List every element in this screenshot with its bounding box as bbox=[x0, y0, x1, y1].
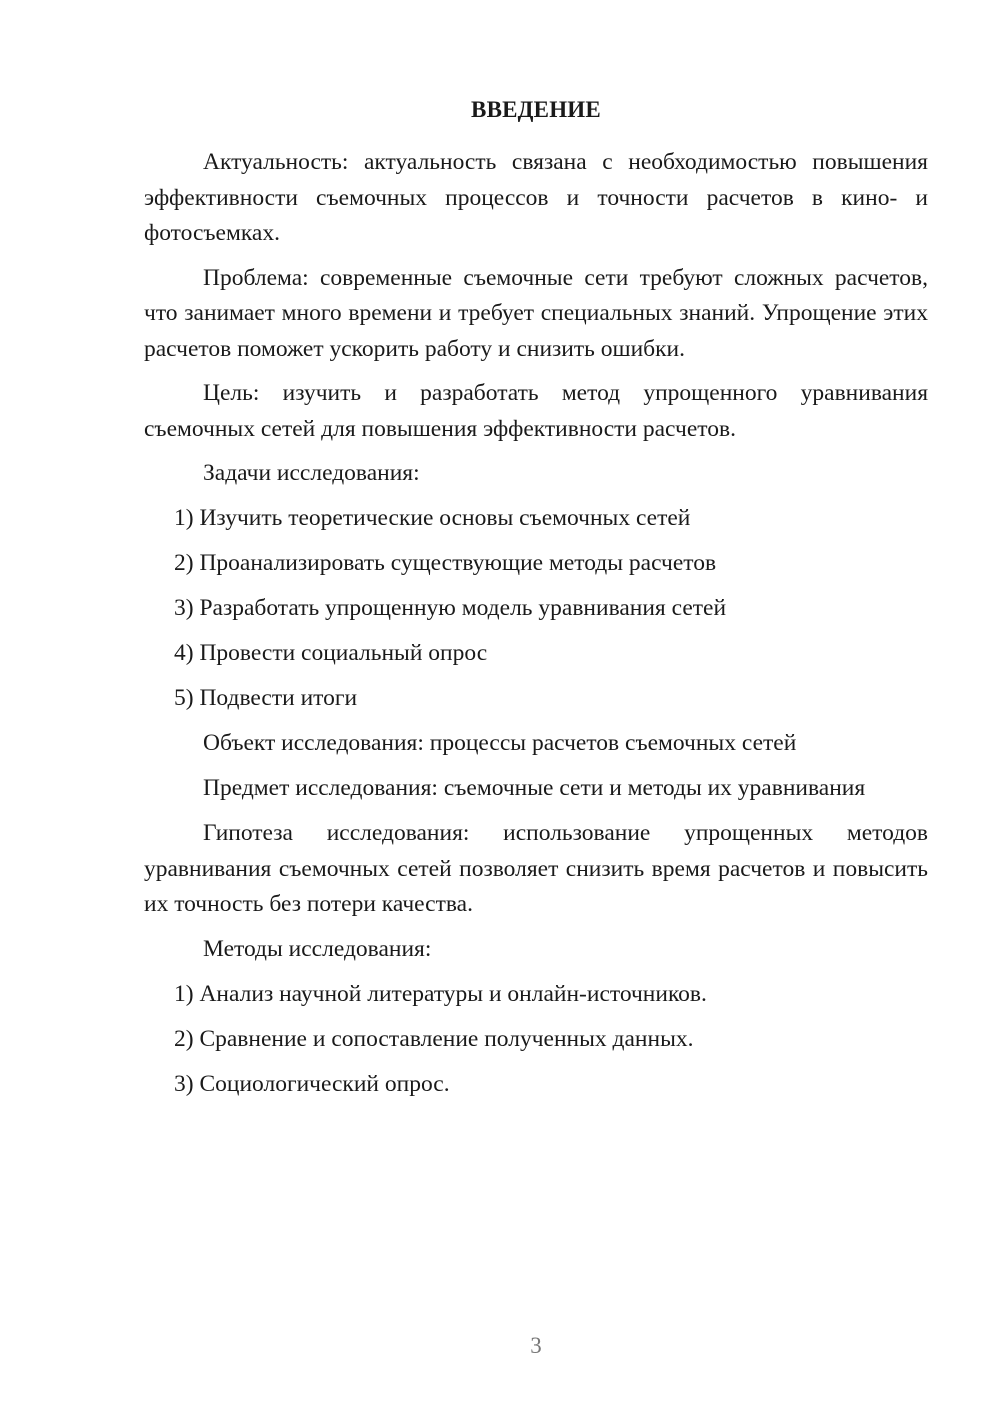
hypothesis-paragraph: Гипотеза исследования: использование упрощенных методов уравнивания съемочных сетей позволяет снизить время расчетов и повысить их точность без потери качества. bbox=[144, 820, 928, 917]
tasks-list bbox=[144, 501, 928, 717]
page-content bbox=[144, 95, 928, 1112]
problem-paragraph: Проблема: современные съемочные сети требуют сложных расчетов, что занимает много времени и требует специальных знаний. Упрощение этих расчетов поможет ускорить работу и снизить ошибки. bbox=[144, 264, 928, 362]
section-title: ВВЕДЕНИЕ bbox=[471, 97, 601, 122]
method-item: 1) Анализ научной литературы и онлайн-источников. bbox=[174, 980, 707, 1007]
relevance-paragraph: Актуальность: актуальность связана с необходимостью повышения эффективности съемочных процессов и точности расчетов в кино- и фотосъемках. bbox=[144, 149, 928, 246]
method-item: 2) Сравнение и сопоставление полученных данных. bbox=[174, 1025, 694, 1052]
methods-heading: Методы исследования: bbox=[203, 935, 432, 962]
task-item: 1) Изучить теоретические основы съемочных сетей bbox=[174, 505, 691, 531]
methods-list bbox=[144, 977, 928, 1103]
task-item: 5) Подвести итоги bbox=[174, 685, 358, 711]
method-item: 3) Социологический опрос. bbox=[174, 1070, 450, 1097]
task-item: 3) Разработать упрощенную модель уравнивания сетей bbox=[174, 595, 727, 621]
task-item: 4) Провести социальный опрос bbox=[174, 640, 488, 666]
goal-paragraph: Цель: изучить и разработать метод упрощенного уравнивания съемочных сетей для повышения эффективности расчетов. bbox=[144, 380, 928, 442]
tasks-heading: Задачи исследования: bbox=[203, 460, 420, 486]
subject-line: Предмет исследования: съемочные сети и методы их уравнивания bbox=[203, 775, 866, 801]
task-item: 2) Проанализировать существующие методы расчетов bbox=[174, 550, 717, 576]
page-number: 3 bbox=[530, 1333, 542, 1358]
object-line: Объект исследования: процессы расчетов съемочных сетей bbox=[203, 730, 797, 756]
